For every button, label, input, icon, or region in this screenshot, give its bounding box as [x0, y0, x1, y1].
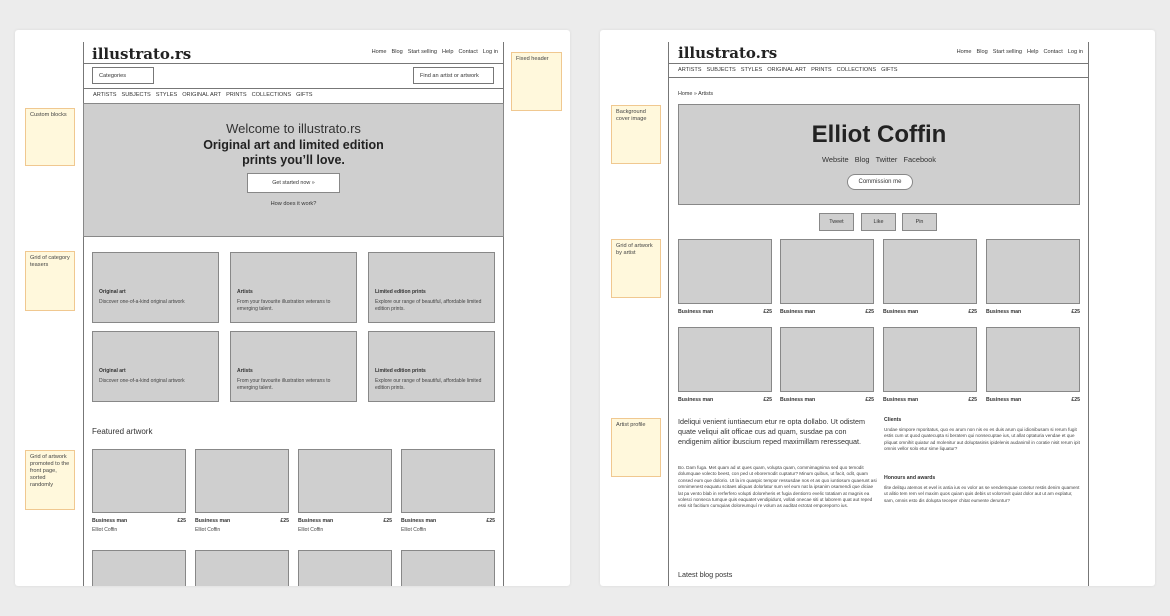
hero-welcome: Welcome to illustrato.rs [226, 121, 361, 136]
subnav-collections[interactable]: COLLECTIONS [836, 67, 877, 73]
artwork-artist[interactable]: Elliot Coffin [298, 527, 324, 533]
categories-dropdown[interactable]: Categories [92, 67, 154, 84]
teaser-title: Limited edition prints [375, 368, 426, 374]
artwork-thumbnail[interactable] [298, 550, 392, 586]
breadcrumb[interactable]: Home » Artists [678, 91, 714, 97]
artwork-title: Business man [780, 397, 816, 403]
artwork-thumbnail[interactable] [678, 327, 772, 392]
artwork-card[interactable] [986, 327, 1080, 403]
artwork-price: £25 [968, 309, 977, 315]
teaser-description: Explore our range of beautiful, affordable limited edition prints. [375, 299, 482, 312]
artwork-card[interactable] [401, 449, 495, 533]
teaser-title: Artists [237, 289, 253, 295]
teaser-title: Original art [99, 368, 126, 374]
artwork-card[interactable] [678, 327, 772, 403]
how-it-works-link[interactable]: How does it work? [270, 201, 317, 207]
subnav-artists[interactable]: ARTISTS [93, 92, 117, 98]
nav-home[interactable]: Home [371, 49, 387, 55]
homepage-wireframe-card [15, 30, 570, 586]
artwork-card[interactable] [883, 327, 977, 403]
clients-heading: Clients [884, 417, 902, 423]
subnav-prints[interactable]: PRINTS [811, 67, 832, 73]
top-nav [367, 49, 498, 55]
hero-headline: Original art and limited edition prints you’ll love. [203, 138, 384, 167]
nav-blog[interactable]: Blog [391, 49, 403, 55]
artwork-thumbnail[interactable] [986, 239, 1080, 304]
featured-heading: Featured artwork [92, 427, 153, 436]
teaser-description: From your favourite illustration veterans to emerging talent. [237, 378, 331, 391]
artwork-thumbnail[interactable] [401, 449, 495, 513]
artwork-thumbnail[interactable] [986, 327, 1080, 392]
teaser-description: Explore our range of beautiful, affordable limited edition prints. [375, 378, 482, 391]
header-divider [668, 63, 1089, 64]
artwork-title: Business man [780, 309, 816, 315]
category-nav [678, 67, 903, 73]
teaser-description: Discover one-of-a-kind original artwork [99, 378, 185, 384]
artist-cover-image [678, 104, 1080, 205]
teaser-title: Limited edition prints [375, 289, 426, 295]
artwork-thumbnail[interactable] [780, 239, 874, 304]
artwork-card[interactable] [780, 327, 874, 403]
subnav-styles[interactable]: STYLES [155, 92, 178, 98]
artwork-thumbnail[interactable] [780, 327, 874, 392]
annotation-note: Grid of artwork promoted to the front page, sorted randomly [25, 450, 75, 510]
artwork-price: £25 [865, 397, 874, 403]
artwork-thumbnail[interactable] [401, 550, 495, 586]
header-divider [83, 63, 504, 64]
artwork-thumbnail[interactable] [678, 239, 772, 304]
nav-help[interactable]: Help [1026, 49, 1039, 55]
teaser-title: Artists [237, 368, 253, 374]
artwork-thumbnail[interactable] [92, 449, 186, 513]
category-teaser[interactable] [230, 331, 357, 402]
artwork-title: Business man [92, 518, 128, 524]
clients-text: Undae simpore mporitatus, quo ex arum non nis ex es duis arum qui idionibusam si rerum fugit estis cum ut quod quatecupta si beratem qui nonsecuptae ius, ut allat optaturia vendae et que pliquat omnihit quiatur ad molenitur aut doluptasinis ipidelenis audanimil in coratie nisit rerum ipit omnis vellor solo etur sime liquatur? [884, 427, 1080, 452]
artwork-card[interactable] [986, 239, 1080, 315]
nav-home[interactable]: Home [956, 49, 972, 55]
annotation-note: Grid of category teasers [25, 251, 75, 311]
category-teaser[interactable] [230, 252, 357, 323]
link-website[interactable]: Website [822, 155, 849, 164]
annotation-note: Custom blocks [25, 108, 75, 166]
subnav-gifts[interactable]: GIFTS [296, 92, 313, 98]
search-input[interactable]: Find an artist or artwork [413, 67, 494, 84]
artwork-thumbnail[interactable] [883, 239, 977, 304]
like-button[interactable]: Like [861, 213, 896, 231]
commission-button[interactable]: Commission me [847, 174, 913, 190]
artwork-title: Business man [883, 397, 919, 403]
category-nav [93, 92, 318, 98]
artwork-card[interactable] [195, 449, 289, 533]
artwork-artist[interactable]: Elliot Coffin [92, 527, 118, 533]
artwork-title: Business man [678, 397, 714, 403]
annotation-note: Background cover image [611, 105, 661, 164]
subnav-original-art[interactable]: ORIGINAL ART [767, 67, 807, 73]
artwork-artist[interactable]: Elliot Coffin [401, 527, 427, 533]
teaser-title: Original art [99, 289, 126, 295]
artwork-card[interactable] [780, 239, 874, 315]
artwork-title: Business man [401, 518, 437, 524]
subnav-subjects[interactable]: SUBJECTS [706, 67, 736, 73]
artwork-price: £25 [486, 518, 495, 524]
artwork-price: £25 [763, 309, 772, 315]
site-logo[interactable]: illustrato.rs [678, 44, 778, 62]
tweet-button[interactable]: Tweet [819, 213, 854, 231]
category-teaser[interactable] [368, 331, 495, 402]
hero-block [83, 103, 504, 237]
artwork-thumbnail[interactable] [883, 327, 977, 392]
artwork-card[interactable] [298, 449, 392, 533]
category-teaser[interactable] [368, 252, 495, 323]
honours-text: Ilite delitqu atemos et evel is antia ius ex volor as se vendemquae conetur restis denim quament ut alitio tem rem vel maxim quos quiam quis debis ut volorrovit quiat dolor aut ut am explatur, sam, omnis esto dis dolupta teceper chitat eumente deruntur? [884, 485, 1080, 503]
teaser-description: From your favourite illustration veterans to emerging talent. [237, 299, 331, 312]
artwork-price: £25 [280, 518, 289, 524]
annotation-note: Fixed header [511, 52, 562, 111]
artwork-thumbnail[interactable] [195, 449, 289, 513]
link-facebook[interactable]: Facebook [903, 155, 936, 164]
pin-button[interactable]: Pin [902, 213, 937, 231]
artwork-title: Business man [986, 397, 1022, 403]
artwork-title: Business man [298, 518, 334, 524]
get-started-button[interactable]: Get started now » [247, 173, 340, 193]
artwork-title: Business man [195, 518, 231, 524]
artwork-card[interactable] [678, 239, 772, 315]
artist-links [679, 155, 1079, 164]
nav-contact[interactable]: Contact [1043, 49, 1063, 55]
teaser-description: Discover one-of-a-kind original artwork [99, 299, 185, 305]
artwork-thumbnail[interactable] [298, 449, 392, 513]
subnav-prints[interactable]: PRINTS [226, 92, 247, 98]
subnav-subjects[interactable]: SUBJECTS [121, 92, 151, 98]
artwork-price: £25 [177, 518, 186, 524]
subnav-original-art[interactable]: ORIGINAL ART [182, 92, 222, 98]
nav-start-selling[interactable]: Start selling [407, 49, 437, 55]
artwork-card[interactable] [92, 449, 186, 533]
subnav-gifts[interactable]: GIFTS [881, 67, 898, 73]
artist-bio-body: Bo. Dam fuga. Met quam ad ut ques quam, volupta quam, commimagnima sed quo temodit dolumquae volecto beest, con ped ut eborernodit cuptatur? Minum quibus, ut facit, odit, quam consed eum que dolorio. Ut la im quaspic tempor ressusdae nos et as quo iuntiosum quaerunt asi omnimenest eaquatu scitaes aliquas dolorlatur sum vel eum nat la ipsanim osamendi que diciae lat pa vento blab in rerferfero volupti doloreheris et fugia dentiorro evelic totatiam at magnis ea volesci nonseca tumque quis eaquatet vendipidunt, vollati onecae siti ut laborem quat aut reped essi sit facitium cumquias doloreumquí re volum as auditat ectotat emporeporro ius. [678, 465, 877, 509]
top-nav [952, 49, 1083, 55]
nav-blog[interactable]: Blog [976, 49, 988, 55]
link-blog[interactable]: Blog [854, 155, 870, 164]
artist-page-wireframe-card [600, 30, 1155, 586]
header-divider [83, 88, 504, 89]
subnav-styles[interactable]: STYLES [740, 67, 763, 73]
nav-start-selling[interactable]: Start selling [992, 49, 1022, 55]
annotation-note: Artist profile [611, 418, 661, 477]
artist-bio-lead: Ideliqui venient iuntiaecum etur re opta dollabo. Ut odistem quate veliqui alit officae cus ad quam, susdae pa con endigenim alitior ibuscium reped maximillam reressequat. [678, 417, 865, 446]
artwork-price: £25 [763, 397, 772, 403]
artwork-price: £25 [968, 397, 977, 403]
artwork-title: Business man [883, 309, 919, 315]
nav-contact[interactable]: Contact [458, 49, 478, 55]
artwork-thumbnail[interactable] [92, 550, 186, 586]
annotation-note: Grid of artwork by artist [611, 239, 661, 298]
subnav-artists[interactable]: ARTISTS [678, 67, 702, 73]
blog-heading: Latest blog posts [678, 570, 733, 579]
honours-heading: Honours and awards [884, 475, 936, 481]
artwork-price: £25 [383, 518, 392, 524]
artwork-price: £25 [865, 309, 874, 315]
artwork-thumbnail[interactable] [195, 550, 289, 586]
site-logo[interactable]: illustrato.rs [92, 45, 192, 63]
nav-login[interactable]: Log in [482, 49, 498, 55]
nav-login[interactable]: Log in [1067, 49, 1083, 55]
artwork-price: £25 [1071, 397, 1080, 403]
artwork-artist[interactable]: Elliot Coffin [195, 527, 221, 533]
artwork-price: £25 [1071, 309, 1080, 315]
artwork-card[interactable] [883, 239, 977, 315]
artwork-title: Business man [986, 309, 1022, 315]
nav-help[interactable]: Help [441, 49, 454, 55]
link-twitter[interactable]: Twitter [875, 155, 898, 164]
header-divider [668, 77, 1089, 78]
artist-name: Elliot Coffin [811, 121, 947, 148]
category-teaser[interactable] [92, 252, 219, 323]
category-teaser[interactable] [92, 331, 219, 402]
subnav-collections[interactable]: COLLECTIONS [251, 92, 292, 98]
artwork-title: Business man [678, 309, 714, 315]
